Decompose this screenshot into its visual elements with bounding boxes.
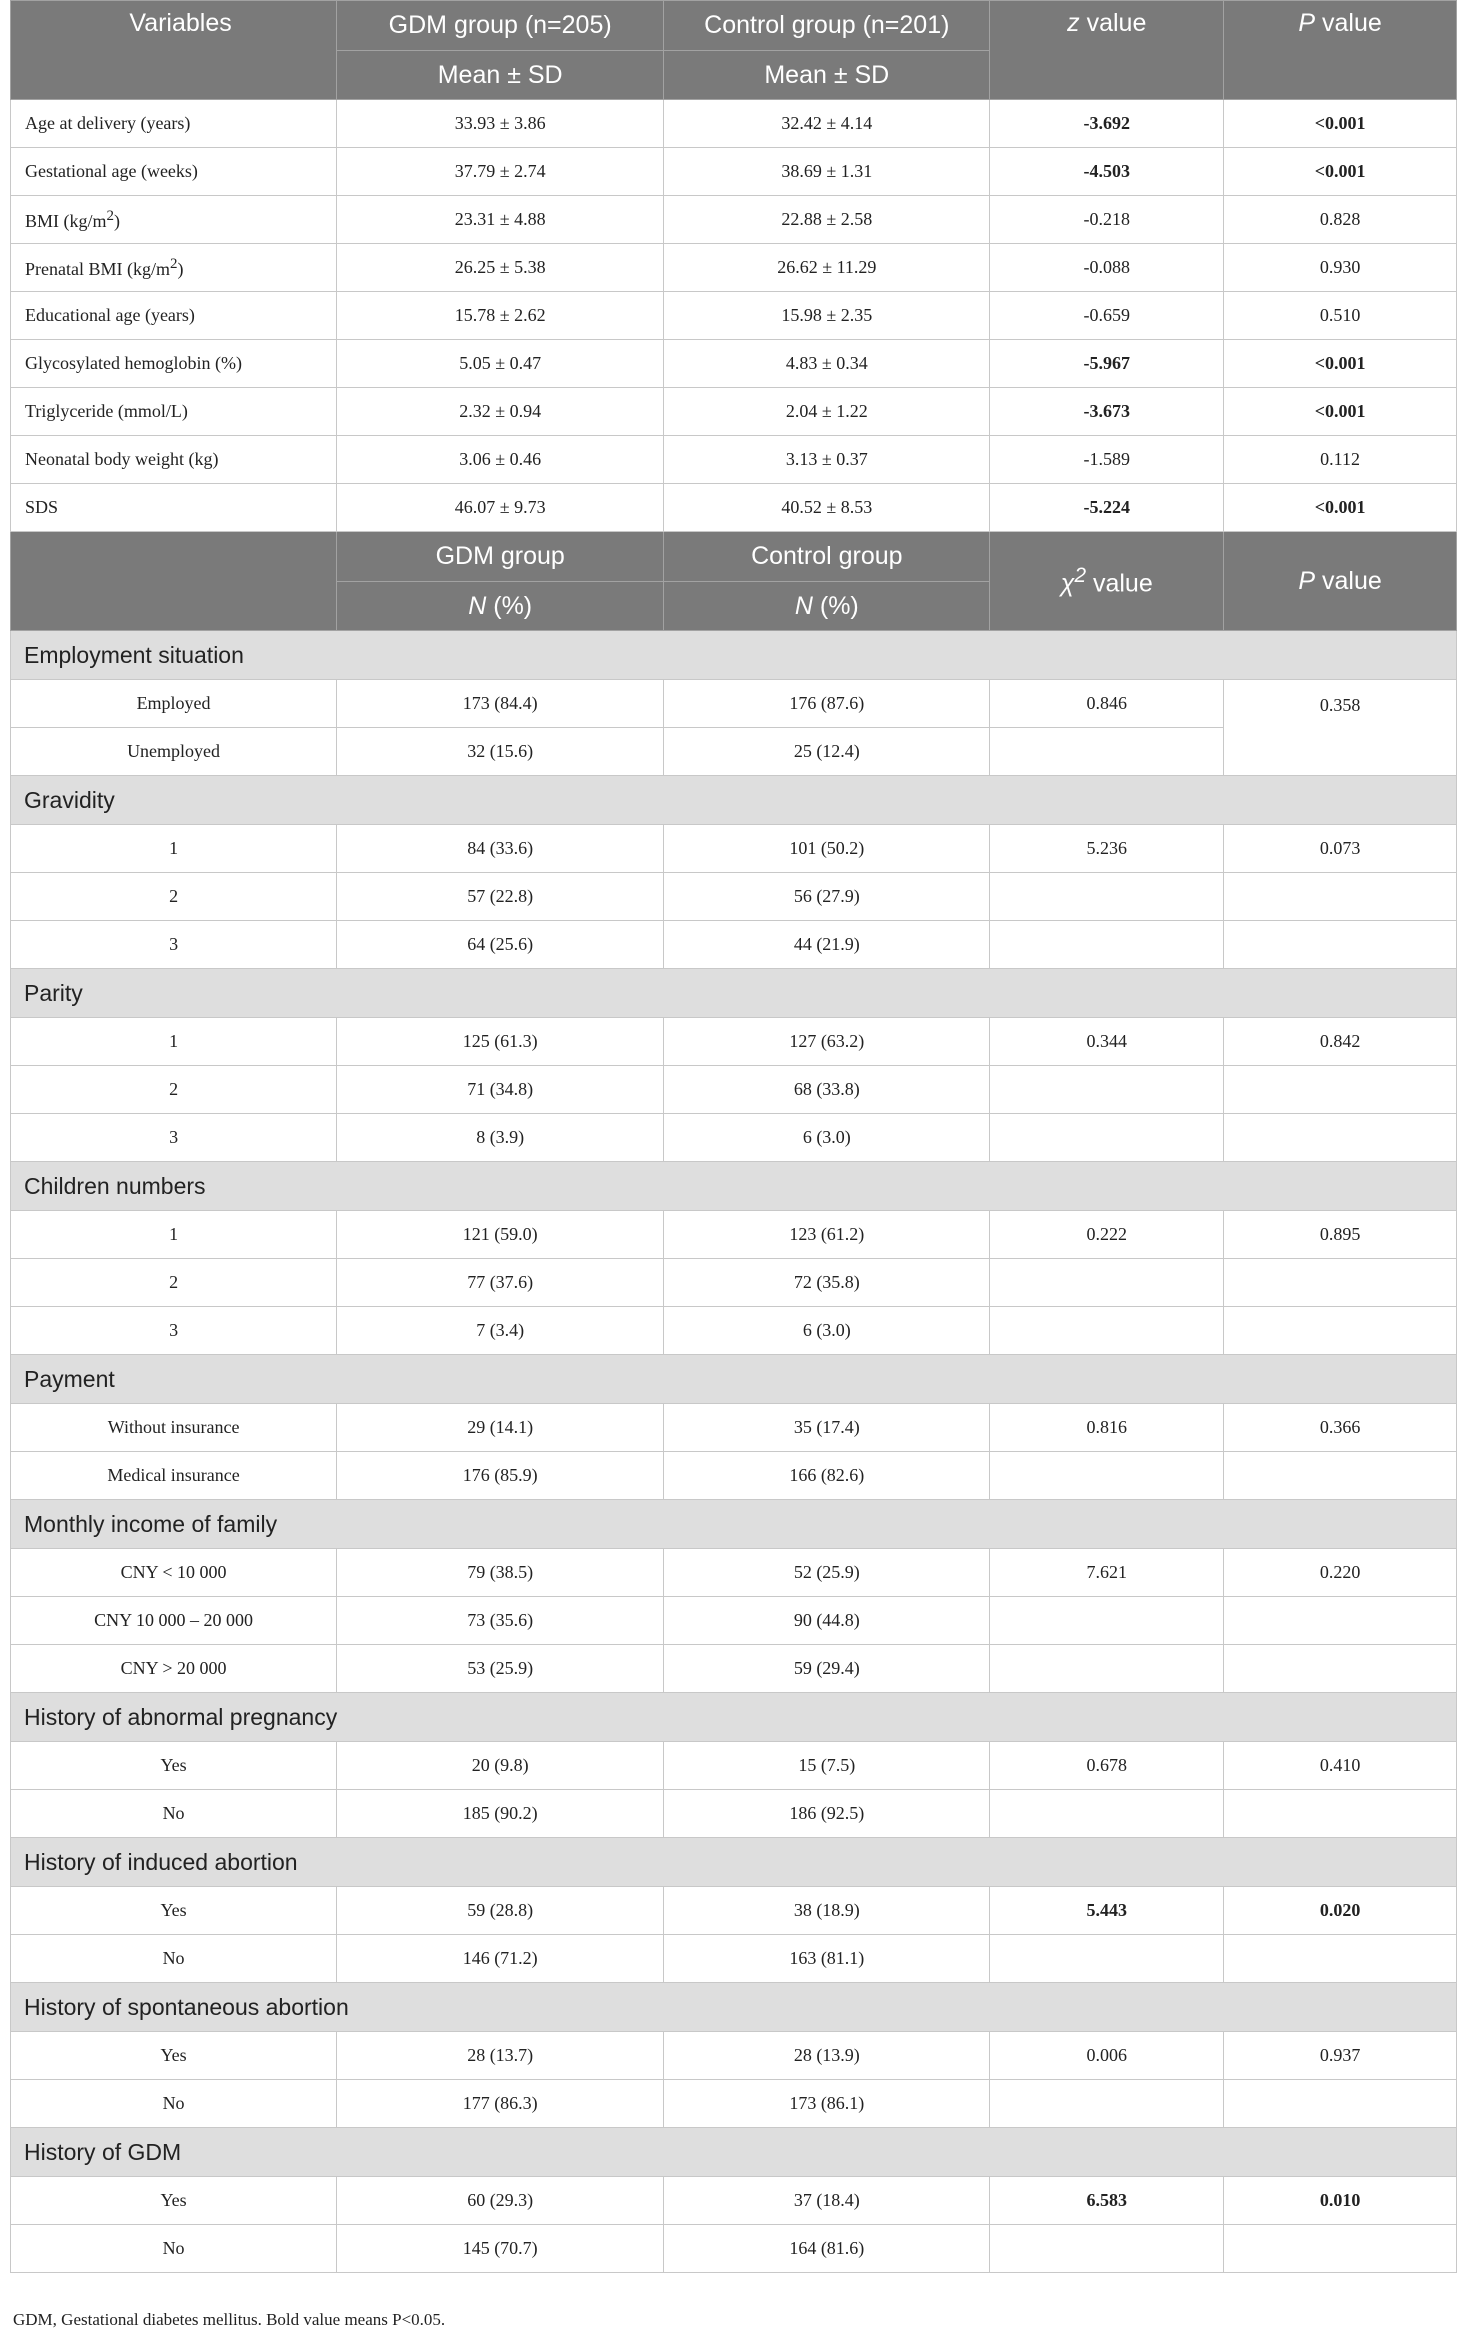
- section-header-row: [11, 1693, 1457, 1742]
- control-count: 164 (81.6): [664, 2225, 990, 2273]
- gdm-value: 46.07 ± 9.73: [337, 484, 664, 532]
- p-value: <0.001: [1224, 388, 1457, 436]
- control-count: 15 (7.5): [664, 1742, 990, 1790]
- control-count: 163 (81.1): [664, 1935, 990, 1983]
- gdm-count: 73 (35.6): [337, 1597, 664, 1645]
- chi-square-value: 0.816: [990, 1404, 1224, 1452]
- category-label: Yes: [11, 2032, 337, 2080]
- header-p-value: P value: [1224, 1, 1457, 100]
- empty-cell: [990, 1597, 1224, 1645]
- gdm-count: 146 (71.2): [337, 1935, 664, 1983]
- category-label: 3: [11, 921, 337, 969]
- header-gdm-group: GDM group (n=205): [337, 1, 664, 51]
- variable-label: Glycosylated hemoglobin (%): [11, 340, 337, 388]
- control-count: 72 (35.8): [664, 1259, 990, 1307]
- control-value: 22.88 ± 2.58: [664, 196, 990, 244]
- control-count: 25 (12.4): [664, 728, 990, 776]
- table-row: [11, 1211, 1457, 1259]
- chi-square-value: 6.583: [990, 2177, 1224, 2225]
- p-value: 0.112: [1224, 436, 1457, 484]
- variable-label: Prenatal BMI $(kg/m^2)$: [11, 244, 337, 292]
- table-row: [11, 2177, 1457, 2225]
- chi-square-value: 5.443: [990, 1887, 1224, 1935]
- table-row: [11, 680, 1457, 728]
- empty-cell: [990, 2225, 1224, 2273]
- empty-cell: [990, 921, 1224, 969]
- gdm-count: 79 (38.5): [337, 1549, 664, 1597]
- variable-label: Gestational age (weeks): [11, 148, 337, 196]
- category-label: Without insurance: [11, 1404, 337, 1452]
- empty-cell: [990, 1307, 1224, 1355]
- p-value: <0.001: [1224, 100, 1457, 148]
- control-value: 32.42 ± 4.14: [664, 100, 990, 148]
- header-blank: [11, 532, 337, 631]
- control-value: 4.83 ± 0.34: [664, 340, 990, 388]
- empty-cell: [1224, 1066, 1457, 1114]
- empty-cell: [1224, 1259, 1457, 1307]
- empty-cell: [990, 1259, 1224, 1307]
- p-value: <0.001: [1224, 484, 1457, 532]
- table-row: [11, 2225, 1457, 2273]
- empty-cell: [1224, 1597, 1457, 1645]
- category-label: Yes: [11, 1742, 337, 1790]
- p-value: 0.510: [1224, 292, 1457, 340]
- table-row: [11, 2080, 1457, 2128]
- control-value: 3.13 ± 0.37: [664, 436, 990, 484]
- gdm-value: 2.32 ± 0.94: [337, 388, 664, 436]
- header-control-group: Control group (n=201): [664, 1, 990, 51]
- category-label: No: [11, 2080, 337, 2128]
- header-z-value: z value: [990, 1, 1224, 100]
- gdm-count: 53 (25.9): [337, 1645, 664, 1693]
- control-count: 123 (61.2): [664, 1211, 990, 1259]
- table-row: [11, 196, 1457, 244]
- gdm-value: 5.05 ± 0.47: [337, 340, 664, 388]
- category-label: Unemployed: [11, 728, 337, 776]
- gdm-count: 29 (14.1): [337, 1404, 664, 1452]
- control-value: 2.04 ± 1.22: [664, 388, 990, 436]
- section-header-row: [11, 1838, 1457, 1887]
- gdm-count: 7 (3.4): [337, 1307, 664, 1355]
- table-row: [11, 1790, 1457, 1838]
- control-count: 52 (25.9): [664, 1549, 990, 1597]
- header-row-2: [11, 532, 1457, 582]
- empty-cell: [1224, 1935, 1457, 1983]
- chi-square-value: 0.846: [990, 680, 1224, 728]
- category-label: No: [11, 1790, 337, 1838]
- header-control-group-2: Control group: [664, 532, 990, 582]
- section-title: Children numbers: [11, 1162, 1457, 1211]
- chi-square-value: 0.344: [990, 1018, 1224, 1066]
- variable-label: BMI $(kg/m^2)$: [11, 196, 337, 244]
- category-label: 3: [11, 1307, 337, 1355]
- p-value: <0.001: [1224, 148, 1457, 196]
- p-value: 0.010: [1224, 2177, 1457, 2225]
- category-label: 3: [11, 1114, 337, 1162]
- empty-cell: [990, 728, 1224, 776]
- footnote: GDM, Gestational diabetes mellitus. Bold value means P<0.05.: [13, 2310, 446, 2329]
- category-label: 1: [11, 1211, 337, 1259]
- table-row: [11, 388, 1457, 436]
- category-label: Medical insurance: [11, 1452, 337, 1500]
- control-count: 44 (21.9): [664, 921, 990, 969]
- category-label: Employed: [11, 680, 337, 728]
- gdm-value: 15.78 ± 2.62: [337, 292, 664, 340]
- category-label: 1: [11, 825, 337, 873]
- z-value: -0.659: [990, 292, 1224, 340]
- table-row: [11, 1307, 1457, 1355]
- table-row: [11, 484, 1457, 532]
- empty-cell: [990, 1066, 1224, 1114]
- section-header-row: [11, 1355, 1457, 1404]
- section-title: History of GDM: [11, 2128, 1457, 2177]
- header-control-n-pct: N (%): [664, 582, 990, 631]
- empty-cell: [990, 2080, 1224, 2128]
- variable-label: Educational age (years): [11, 292, 337, 340]
- control-count: 56 (27.9): [664, 873, 990, 921]
- empty-cell: [1224, 921, 1457, 969]
- section-header-row: [11, 2128, 1457, 2177]
- gdm-count: 57 (22.8): [337, 873, 664, 921]
- header-control-mean-sd: Mean ± SD: [664, 51, 990, 100]
- control-count: 6 (3.0): [664, 1307, 990, 1355]
- empty-cell: [990, 1790, 1224, 1838]
- empty-cell: [1224, 1307, 1457, 1355]
- gdm-count: 121 (59.0): [337, 1211, 664, 1259]
- control-count: 176 (87.6): [664, 680, 990, 728]
- empty-cell: [1224, 1452, 1457, 1500]
- category-label: 2: [11, 873, 337, 921]
- gdm-count: 8 (3.9): [337, 1114, 664, 1162]
- p-value: 0.937: [1224, 2032, 1457, 2080]
- control-count: 101 (50.2): [664, 825, 990, 873]
- gdm-value: 3.06 ± 0.46: [337, 436, 664, 484]
- table-row: [11, 244, 1457, 292]
- control-count: 59 (29.4): [664, 1645, 990, 1693]
- table-row: [11, 2032, 1457, 2080]
- characteristics-table: [10, 0, 1457, 2273]
- p-value: 0.930: [1224, 244, 1457, 292]
- section-header-row: [11, 631, 1457, 680]
- table-row: [11, 148, 1457, 196]
- gdm-count: 176 (85.9): [337, 1452, 664, 1500]
- control-count: 127 (63.2): [664, 1018, 990, 1066]
- variable-label: Neonatal body weight (kg): [11, 436, 337, 484]
- control-count: 68 (33.8): [664, 1066, 990, 1114]
- section-title: Monthly income of family: [11, 1500, 1457, 1549]
- gdm-value: 23.31 ± 4.88: [337, 196, 664, 244]
- section-title: Gravidity: [11, 776, 1457, 825]
- chi-square-value: 7.621: [990, 1549, 1224, 1597]
- empty-cell: [990, 1645, 1224, 1693]
- table-body: [11, 1, 1457, 2273]
- control-count: 28 (13.9): [664, 2032, 990, 2080]
- gdm-count: 177 (86.3): [337, 2080, 664, 2128]
- control-count: 90 (44.8): [664, 1597, 990, 1645]
- table-row: [11, 1259, 1457, 1307]
- p-value: 0.020: [1224, 1887, 1457, 1935]
- category-label: 2: [11, 1259, 337, 1307]
- control-count: 35 (17.4): [664, 1404, 990, 1452]
- chi-square-value: 0.006: [990, 2032, 1224, 2080]
- gdm-count: 64 (25.6): [337, 921, 664, 969]
- gdm-count: 77 (37.6): [337, 1259, 664, 1307]
- header-row-1: [11, 1, 1457, 51]
- gdm-count: 84 (33.6): [337, 825, 664, 873]
- table-row: [11, 1887, 1457, 1935]
- z-value: -1.589: [990, 436, 1224, 484]
- table-row: [11, 1066, 1457, 1114]
- empty-cell: [1224, 1114, 1457, 1162]
- p-value: <0.001: [1224, 340, 1457, 388]
- variable-label: Age at delivery (years): [11, 100, 337, 148]
- p-value: 0.073: [1224, 825, 1457, 873]
- header-gdm-mean-sd: Mean ± SD: [337, 51, 664, 100]
- section-title: History of abnormal pregnancy: [11, 1693, 1457, 1742]
- empty-cell: [990, 1452, 1224, 1500]
- section-header-row: [11, 1500, 1457, 1549]
- section-header-row: [11, 1162, 1457, 1211]
- gdm-value: 26.25 ± 5.38: [337, 244, 664, 292]
- gdm-count: 28 (13.7): [337, 2032, 664, 2080]
- z-value: -0.088: [990, 244, 1224, 292]
- header-p-value-2: P value: [1224, 532, 1457, 631]
- table-row: [11, 1549, 1457, 1597]
- control-value: 26.62 ± 11.29: [664, 244, 990, 292]
- control-count: 37 (18.4): [664, 2177, 990, 2225]
- control-count: 173 (86.1): [664, 2080, 990, 2128]
- chi-square-value: 0.678: [990, 1742, 1224, 1790]
- control-count: 166 (82.6): [664, 1452, 990, 1500]
- table-row: [11, 292, 1457, 340]
- section-header-row: [11, 1983, 1457, 2032]
- z-value: -3.673: [990, 388, 1224, 436]
- header-gdm-group-2: GDM group: [337, 532, 664, 582]
- control-count: 38 (18.9): [664, 1887, 990, 1935]
- gdm-count: 71 (34.8): [337, 1066, 664, 1114]
- category-label: Yes: [11, 2177, 337, 2225]
- control-value: 38.69 ± 1.31: [664, 148, 990, 196]
- section-title: Employment situation: [11, 631, 1457, 680]
- table-row: [11, 100, 1457, 148]
- gdm-count: 125 (61.3): [337, 1018, 664, 1066]
- empty-cell: [990, 1935, 1224, 1983]
- control-count: 186 (92.5): [664, 1790, 990, 1838]
- category-label: CNY > 20 000: [11, 1645, 337, 1693]
- table-row: [11, 1018, 1457, 1066]
- section-title: History of induced abortion: [11, 1838, 1457, 1887]
- chi-square-value: 5.236: [990, 825, 1224, 873]
- header-variables: Variables: [11, 1, 337, 100]
- gdm-count: 59 (28.8): [337, 1887, 664, 1935]
- section-header-row: [11, 969, 1457, 1018]
- category-label: No: [11, 1935, 337, 1983]
- z-value: -0.218: [990, 196, 1224, 244]
- category-label: CNY 10 000 – 20 000: [11, 1597, 337, 1645]
- variable-label: Triglyceride (mmol/L): [11, 388, 337, 436]
- p-value: 0.895: [1224, 1211, 1457, 1259]
- table-row: [11, 340, 1457, 388]
- variable-label: SDS: [11, 484, 337, 532]
- z-value: -5.224: [990, 484, 1224, 532]
- gdm-count: 185 (90.2): [337, 1790, 664, 1838]
- table-row: [11, 1597, 1457, 1645]
- control-value: 40.52 ± 8.53: [664, 484, 990, 532]
- empty-cell: [990, 873, 1224, 921]
- category-label: 1: [11, 1018, 337, 1066]
- table-row: [11, 1645, 1457, 1693]
- table-row: [11, 873, 1457, 921]
- table-row: [11, 1114, 1457, 1162]
- category-label: 2: [11, 1066, 337, 1114]
- section-title: Parity: [11, 969, 1457, 1018]
- table-row: [11, 921, 1457, 969]
- z-value: -5.967: [990, 340, 1224, 388]
- chi-square-value: 0.222: [990, 1211, 1224, 1259]
- p-value: 0.410: [1224, 1742, 1457, 1790]
- table-row: [11, 825, 1457, 873]
- gdm-count: 145 (70.7): [337, 2225, 664, 2273]
- p-value: 0.358: [1224, 680, 1457, 776]
- z-value: -4.503: [990, 148, 1224, 196]
- gdm-value: 33.93 ± 3.86: [337, 100, 664, 148]
- empty-cell: [1224, 873, 1457, 921]
- category-label: No: [11, 2225, 337, 2273]
- table-row: [11, 436, 1457, 484]
- p-value: 0.842: [1224, 1018, 1457, 1066]
- z-value: -3.692: [990, 100, 1224, 148]
- gdm-count: 60 (29.3): [337, 2177, 664, 2225]
- category-label: CNY < 10 000: [11, 1549, 337, 1597]
- p-value: 0.220: [1224, 1549, 1457, 1597]
- table-row: [11, 1935, 1457, 1983]
- p-value: 0.366: [1224, 1404, 1457, 1452]
- gdm-count: 20 (9.8): [337, 1742, 664, 1790]
- empty-cell: [1224, 2225, 1457, 2273]
- p-value: 0.828: [1224, 196, 1457, 244]
- section-header-row: [11, 776, 1457, 825]
- control-value: 15.98 ± 2.35: [664, 292, 990, 340]
- section-title: History of spontaneous abortion: [11, 1983, 1457, 2032]
- header-gdm-n-pct: N (%): [337, 582, 664, 631]
- table-row: [11, 1404, 1457, 1452]
- table-row: [11, 1452, 1457, 1500]
- gdm-value: 37.79 ± 2.74: [337, 148, 664, 196]
- category-label: Yes: [11, 1887, 337, 1935]
- empty-cell: [990, 1114, 1224, 1162]
- control-count: 6 (3.0): [664, 1114, 990, 1162]
- header-chi-square-value: $\chi^2$ value: [990, 532, 1224, 631]
- gdm-count: 173 (84.4): [337, 680, 664, 728]
- section-title: Payment: [11, 1355, 1457, 1404]
- empty-cell: [1224, 1645, 1457, 1693]
- empty-cell: [1224, 2080, 1457, 2128]
- table-row: [11, 1742, 1457, 1790]
- empty-cell: [1224, 1790, 1457, 1838]
- gdm-count: 32 (15.6): [337, 728, 664, 776]
